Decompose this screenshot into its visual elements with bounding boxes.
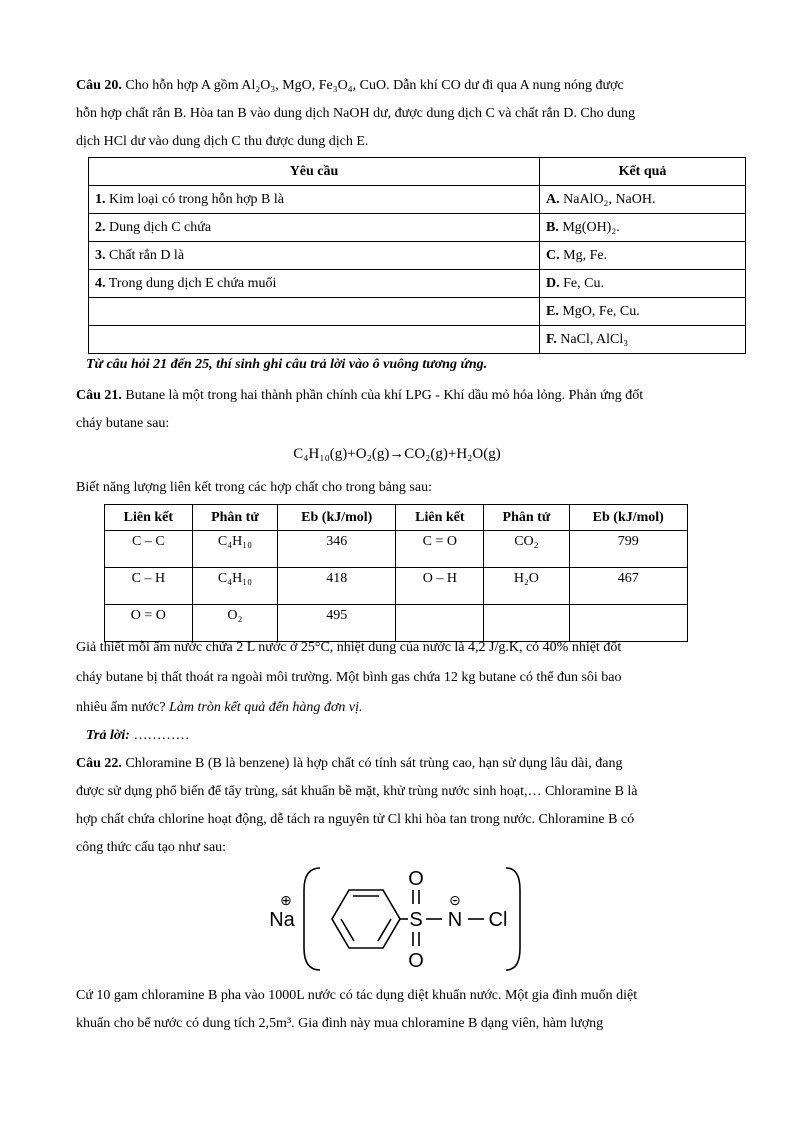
q20-line-3: dịch HCl dư vào dung dịch C thu được dung dịch E. xyxy=(76,134,369,149)
requirement-text: Kim loại có trong hỗn hợp B là xyxy=(105,191,284,207)
q21-rounding-note: Làm tròn kết quả đến hàng đơn vị. xyxy=(169,700,363,715)
q22-line-6: khuẩn cho bể nước có dung tích 2,5m³. Gia đình này mua chloramine B dạng viên, hàm lượng xyxy=(76,1016,604,1031)
answer-blank[interactable]: ………… xyxy=(129,728,190,743)
q20-text-1: Cho hỗn hợp A gồm Al₂O₃, MgO, Fe₃O₄, CuO. Dẫn khí CO dư đi qua A nung nóng được xyxy=(121,78,624,93)
table-row xyxy=(89,298,746,326)
q22-label: Câu 22. xyxy=(76,756,122,771)
energy-cell: 467 xyxy=(569,568,687,605)
molecule-cell: C₄H₁₀ xyxy=(192,531,277,568)
q22-line-3: hợp chất chứa chlorine hoạt động, dễ tách ra nguyên tử Cl khi hòa tan trong nước. Chloramine B có xyxy=(76,812,635,827)
header-molecule: Phân tử xyxy=(484,505,569,531)
table-row xyxy=(89,326,746,354)
minus-charge: ⊝ xyxy=(449,892,461,908)
row-number: 1. xyxy=(95,191,106,207)
bond-cell: C = O xyxy=(396,531,484,568)
table-row xyxy=(89,214,746,242)
molecule-cell: H₂O xyxy=(484,568,569,605)
bond-energy-table xyxy=(104,504,688,642)
option-letter: B. xyxy=(546,219,559,235)
q22-line-2: được sử dụng phổ biến để tẩy trùng, sát khuẩn bề mặt, khử trùng nước sinh hoạt,… Chloramine B là xyxy=(76,784,638,799)
chlorine-label: Cl xyxy=(488,909,508,931)
bond-cell: C – H xyxy=(105,568,193,605)
q22-text-1: Chloramine B (B là benzene) là hợp chất có tính sát trùng cao, hạn sử dụng lâu dài, đang xyxy=(121,756,623,771)
q20-label: Câu 20. xyxy=(76,78,122,93)
plus-charge: ⊕ xyxy=(280,892,292,908)
requirement-text: Chất rắn D là xyxy=(105,247,185,263)
table-header-row xyxy=(105,505,688,531)
header-bond: Liên kết xyxy=(396,505,484,531)
q21-para-1: Giả thiết mỗi ấm nước chứa 2 L nước ở 25°C, nhiệt dung của nước là 4,2 J/g.K, có 40% nhiệt đốt xyxy=(76,640,622,655)
left-bracket xyxy=(304,868,320,970)
oxygen-top-label: O xyxy=(408,868,424,890)
table-header-row xyxy=(89,158,746,186)
table-row xyxy=(89,186,746,214)
chloramine-b-structure xyxy=(258,860,528,975)
q21-para-2: cháy butane bị thất thoát ra ngoài môi trường. Một bình gas chứa 12 kg butane có thể đun sôi bao xyxy=(76,670,622,685)
q20-matching-table xyxy=(88,157,746,354)
requirement-text: Trong dung dịch E chứa muối xyxy=(105,275,277,291)
requirement-text: Dung dịch C chứa xyxy=(105,219,212,235)
energy-cell: 418 xyxy=(278,568,396,605)
result-text: Mg, Fe. xyxy=(559,247,608,263)
q21-answer xyxy=(86,722,728,750)
result-text: Mg(OH)₂. xyxy=(558,219,620,235)
option-letter: E. xyxy=(546,303,559,319)
option-letter: C. xyxy=(546,247,560,263)
q21-line-1 xyxy=(76,382,718,410)
header-molecule: Phân tử xyxy=(192,505,277,531)
answer-label: Trả lời: xyxy=(86,728,130,743)
q21-text-1: Butane là một trong hai thành phần chính của khí LPG - Khí dầu mỏ hóa lỏng. Phản ứng đốt xyxy=(121,388,644,403)
table-row xyxy=(89,270,746,298)
combustion-equation: C₄H₁₀(g)+O₂(g)→CO₂(g)+H₂O(g) xyxy=(293,446,501,462)
table-row xyxy=(105,531,688,568)
bond-cell: O – H xyxy=(396,568,484,605)
row-number: 4. xyxy=(95,275,106,291)
result-text: Fe, Cu. xyxy=(559,275,604,291)
sodium-label: Na xyxy=(269,909,295,931)
table-row xyxy=(105,568,688,605)
oxygen-bottom-label: O xyxy=(408,950,424,972)
option-letter: F. xyxy=(546,331,557,347)
q20-line-1 xyxy=(76,72,718,100)
energy-cell: 346 xyxy=(278,531,396,568)
result-text: NaCl, AlCl₃ xyxy=(556,331,629,347)
header-energy: Eb (kJ/mol) xyxy=(278,505,396,531)
q21-label: Câu 21. xyxy=(76,388,122,403)
energy-cell: 495 xyxy=(278,605,396,642)
q21-question: nhiêu ấm nước? xyxy=(76,700,170,715)
section-instruction: Từ câu hỏi 21 đến 25, thí sinh ghi câu trả lời vào ô vuông tương ứng. xyxy=(86,357,488,372)
sulfur-label: S xyxy=(409,909,423,931)
energy-cell: 799 xyxy=(569,531,687,568)
molecule-cell: O₂ xyxy=(192,605,277,642)
row-number: 3. xyxy=(95,247,106,263)
header-bond: Liên kết xyxy=(105,505,193,531)
result-text: NaAlO₂, NaOH. xyxy=(559,191,656,207)
row-number: 2. xyxy=(95,219,106,235)
q21-table-intro: Biết năng lượng liên kết trong các hợp chất cho trong bảng sau: xyxy=(76,480,432,495)
q21-para-3 xyxy=(76,694,718,722)
result-text: MgO, Fe, Cu. xyxy=(558,303,640,319)
header-result: Kết quả xyxy=(540,158,746,186)
q22-line-5: Cứ 10 gam chloramine B pha vào 1000L nước có tác dụng diệt khuẩn nước. Một gia đình muốn diệt xyxy=(76,988,638,1003)
bond-cell: C – C xyxy=(105,531,193,568)
header-requirement: Yêu cầu xyxy=(89,158,540,186)
bond-cell: O = O xyxy=(105,605,193,642)
q22-line-1 xyxy=(76,750,718,778)
molecule-cell: C₄H₁₀ xyxy=(192,568,277,605)
option-letter: A. xyxy=(546,191,560,207)
q21-line-2: cháy butane sau: xyxy=(76,416,170,431)
molecule-cell: CO₂ xyxy=(484,531,569,568)
nitrogen-label: N xyxy=(447,909,463,931)
table-row xyxy=(89,242,746,270)
header-energy: Eb (kJ/mol) xyxy=(569,505,687,531)
right-bracket xyxy=(506,868,520,970)
benzene-ring xyxy=(332,890,400,948)
option-letter: D. xyxy=(546,275,560,291)
q22-line-4: công thức cấu tạo như sau: xyxy=(76,840,227,855)
q20-line-2: hỗn hợp chất rắn B. Hòa tan B vào dung dịch NaOH dư, được dung dịch C và chất rắn D. Cho dung xyxy=(76,106,636,121)
